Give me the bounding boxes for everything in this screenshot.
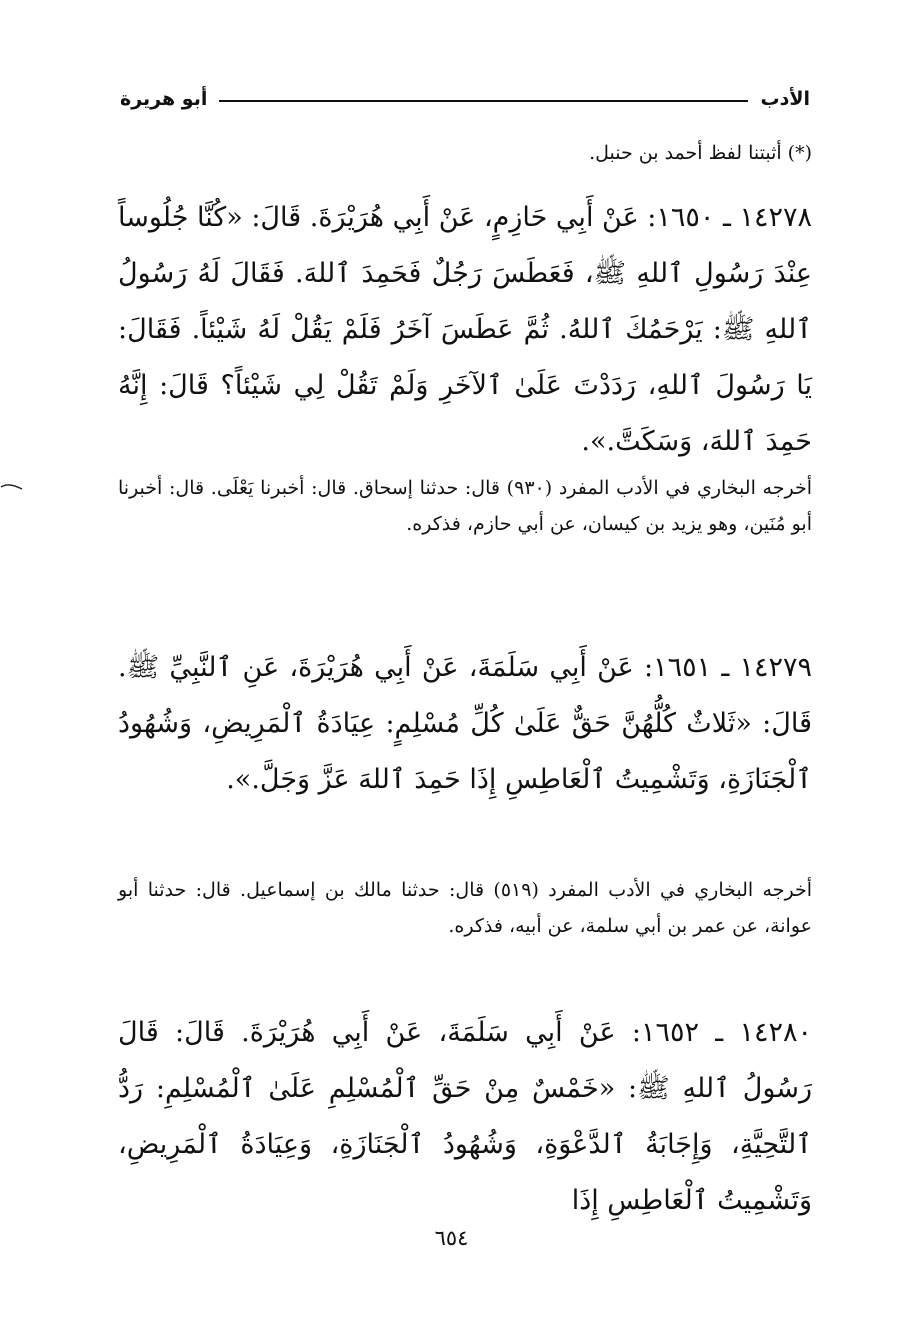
hadith-14280 (118, 1005, 812, 1229)
hadith-text: ١٤٢٧٨ ـ ١٦٥٠: عَنْ أَبِي حَازِمٍ، عَنْ أَبِي هُرَيْرَةَ. قَالَ: «كُنَّا جُلُوساً عِنْدَ رَسُولِ ٱللهِ ﷺ، فَعَطَسَ رَجُلٌ فَحَمِدَ ٱللهَ. فَقَالَ لَهُ رَسُولُ ٱللهِ ﷺ: يَرْحَمُكَ ٱللهُ. ثُمَّ عَطَسَ آخَرُ فَلَمْ يَقُلْ لَهُ شَيْئاً. فَقَالَ: يَا رَسُولَ ٱللهِ، رَدَدْتَ عَلَىٰ ٱلآخَرِ وَلَمْ تَقُلْ لِي شَيْئاً؟ قَالَ: إِنَّهُ حَمِدَ ٱللهَ، وَسَكَتَّ.». (117, 202, 812, 457)
running-header (120, 84, 810, 114)
footnote-block (118, 137, 812, 169)
page-number: ٦٥٤ (434, 1226, 469, 1250)
takhrij-14279 (118, 872, 812, 944)
header-chapter-title: الأدب (760, 88, 810, 110)
margin-scan-mark (0, 480, 24, 494)
takhrij-text: أخرجه البخاري في الأدب المفرد (٩٣٠) قال: حدثنا إسحاق. قال: أخبرنا يَعْلَى. قال: أخبرنا أبو مُنَين، وهو يزيد بن كيسان، عن أبي حازم، فذكره. (118, 477, 812, 535)
hadith-14279 (118, 640, 812, 808)
header-rule (219, 100, 748, 102)
takhrij-14278 (118, 470, 812, 542)
footnote-text: (*) أثبتنا لفظ أحمد بن حنبل. (589, 142, 812, 164)
takhrij-text: أخرجه البخاري في الأدب المفرد (٥١٩) قال: حدثنا مالك بن إسماعيل. قال: حدثنا أبو عوانة، عن عمر بن أبي سلمة، عن أبيه، فذكره. (118, 879, 812, 937)
hadith-text: ١٤٢٧٩ ـ ١٦٥١: عَنْ أَبِي سَلَمَةَ، عَنْ أَبِي هُرَيْرَةَ، عَنِ ٱلنَّبِيِّ ﷺ. قَالَ: «ثَلاثٌ كُلُّهُنَّ حَقٌّ عَلَىٰ كُلِّ مُسْلِمٍ: عِيَادَةُ ٱلْمَرِيضِ، وَشُهُودُ ٱلْجَنَازَةِ، وَتَشْمِيتُ ٱلْعَاطِسِ إِذَا حَمِدَ ٱللهَ عَزَّ وَجَلَّ.». (118, 652, 813, 795)
header-narrator-name: أبو هريرة (120, 88, 208, 110)
hadith-14278 (118, 190, 812, 470)
hadith-text: ١٤٢٨٠ ـ ١٦٥٢: عَنْ أَبِي سَلَمَةَ، عَنْ أَبِي هُرَيْرَةَ. قَالَ: قَالَ رَسُولُ ٱللهِ ﷺ: «خَمْسٌ مِنْ حَقِّ ٱلْمُسْلِمِ عَلَىٰ ٱلْمُسْلِمِ: رَدُّ ٱلتَّحِيَّةِ، وَإِجَابَةُ ٱلدَّعْوَةِ، وَشُهُودُ ٱلْجَنَازَةِ، وَعِيَادَةُ ٱلْمَرِيضِ، وَتَشْمِيتُ ٱلْعَاطِسِ إِذَا (118, 1017, 812, 1216)
